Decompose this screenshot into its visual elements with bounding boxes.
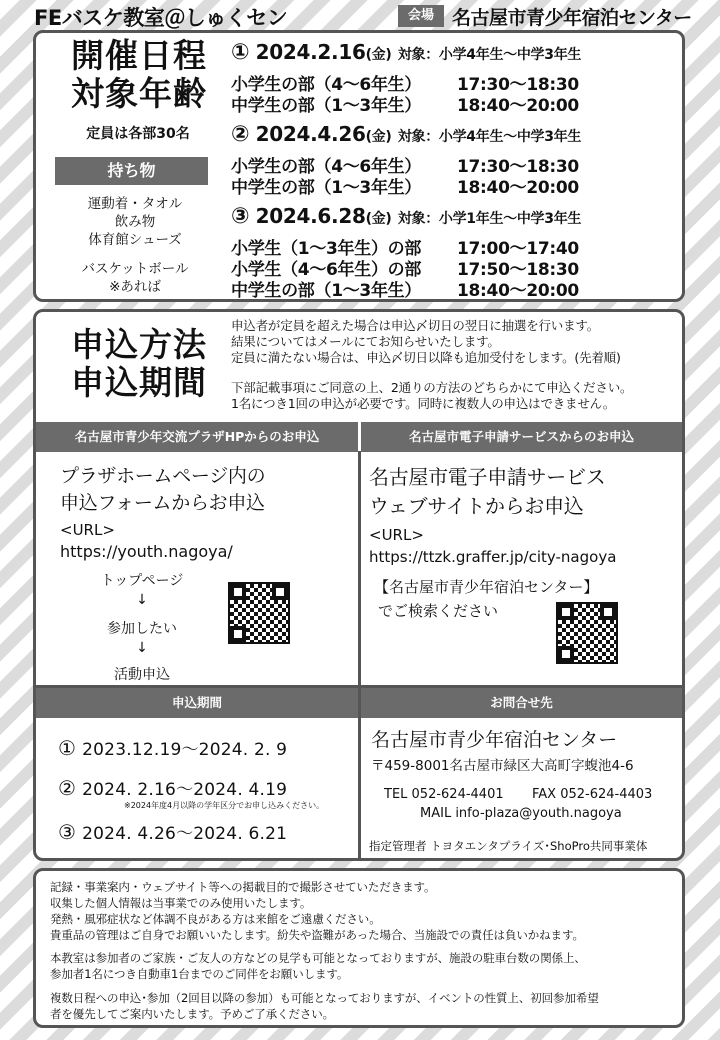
footnote: 記録・事業案内・ウェブサイト等への掲載目的で撮影させていただきます。: [50, 880, 436, 894]
session-number: ①: [231, 40, 250, 65]
session-date: 2024.2.16: [255, 40, 366, 64]
e-service-search-line1: 【名古屋市青少年宿泊センター】: [374, 578, 599, 596]
session-row: 中学生の部（1～3年生） 18:40～20:00: [231, 178, 579, 198]
period-item: ② 2024. 2.16～2024. 4.19: [58, 776, 288, 800]
footnote: 参加者1名につき自動車1台までのご同伴をお願いします。: [50, 967, 349, 981]
application-note: 定員に満たない場合は、申込〆切日以降も追加受付をします。(先着順): [231, 350, 621, 365]
session-weekday: (金): [365, 129, 392, 145]
notes-card: [33, 868, 685, 1028]
application-card: [33, 309, 685, 861]
contact-mail[interactable]: MAIL info-plaza@youth.nagoya: [420, 806, 622, 821]
e-service-search-line2: でご検索ください: [378, 602, 499, 620]
contact-address: 〒459-8001名古屋市緑区大高町字蝮池4-6: [371, 758, 634, 774]
items-label: 持ち物: [55, 157, 208, 185]
schedule-heading-line1: 開催日程: [71, 36, 207, 75]
session-date: 2024.6.28: [255, 204, 366, 228]
application-heading: [54, 326, 224, 402]
session-2-title: [231, 122, 581, 147]
application-note: 1名につき1回の申込が必要です。同時に複数人の申込はできません。: [231, 396, 616, 411]
arrow-down-icon: ↓: [136, 592, 148, 608]
session-3-title: [231, 204, 581, 229]
contact-name: 名古屋市青少年宿泊センター: [371, 729, 618, 751]
item: ※あれば: [109, 279, 161, 295]
venue-label: 会場: [398, 5, 444, 27]
e-service-qr-code-icon[interactable]: [556, 602, 618, 664]
period-item: ① 2023.12.19～2024. 2. 9: [58, 736, 288, 760]
contact-manager: 指定管理者 トヨタエンタプライズ･ShoPro共同事業体: [369, 839, 648, 853]
e-service-url-link[interactable]: https://ttzk.graffer.jp/city-nagoya: [369, 548, 617, 566]
contact-section-bar: お問合せ先: [361, 688, 682, 718]
capacity-note: 定員は各部30名: [86, 126, 190, 142]
application-heading-line2: 申込期間: [71, 363, 207, 402]
period-section-bar: 申込期間: [36, 688, 358, 718]
session-row: 中学生の部（1～3年生） 18:40～20:00: [231, 281, 579, 301]
flow-step: トップページ: [100, 573, 184, 589]
plaza-url-label: <URL>: [60, 521, 115, 539]
flow-step: 活動申込: [114, 667, 170, 683]
item: 運動着・タオル: [87, 196, 183, 212]
schedule-card: [33, 30, 685, 302]
session-date: 2024.4.26: [255, 122, 366, 146]
e-service-section-bar: 名古屋市電子申請サービスからのお申込: [361, 422, 682, 452]
session-weekday: (金): [365, 47, 392, 63]
flow-step: 参加したい: [107, 621, 177, 637]
item: バスケットボール: [81, 261, 189, 277]
session-weekday: (金): [365, 211, 392, 227]
application-heading-line1: 申込方法: [71, 325, 207, 364]
footnote: 収集した個人情報は当事業でのみ使用いたします。: [50, 896, 312, 910]
e-service-url-label: <URL>: [369, 526, 424, 544]
footnote: 複数日程への申込･参加（2回目以降の参加）も可能となっておりますが、イベントの性質上、初回参加希望: [50, 991, 599, 1005]
item: 体育館シューズ: [88, 232, 182, 248]
session-1-title: [231, 40, 581, 65]
session-target: 対象：小学4年生～中学3年生: [397, 129, 582, 145]
application-note: 下部記載事項にご同意の上、2通りの方法のどちらかにて申込ください。: [231, 380, 633, 395]
schedule-heading-line2: 対象年齢: [71, 74, 207, 113]
plaza-url-link[interactable]: https://youth.nagoya/: [60, 542, 233, 561]
footnote: 者を優先してご案内いたします。予めご了承ください。: [50, 1007, 335, 1021]
schedule-heading: [54, 37, 224, 113]
contact-tel: TEL 052-624-4401: [384, 787, 504, 802]
period-item: ③ 2024. 4.26～2024. 6.21: [58, 820, 288, 844]
plaza-line2: 申込フォームからお申込: [60, 492, 265, 514]
session-row: 中学生の部（1～3年生） 18:40～20:00: [231, 96, 579, 116]
arrow-down-icon: ↓: [136, 640, 148, 656]
e-service-line1: 名古屋市電子申請サービス: [369, 465, 606, 489]
plaza-qr-code-icon[interactable]: [228, 582, 290, 644]
session-row: 小学生（1～3年生）の部 17:00～17:40: [231, 239, 579, 259]
footnote: 発熱・風邪症状など体調不良がある方は来館をご遠慮ください。: [50, 912, 381, 926]
plaza-line1: プラザホームページ内の: [60, 465, 266, 487]
session-target: 対象：小学1年生～中学3年生: [397, 211, 582, 227]
divider: [358, 451, 361, 858]
page-title: FEバスケ教室＠しゅくセン: [34, 6, 288, 30]
plaza-section-bar: 名古屋市青少年交流プラザHPからのお申込: [36, 422, 358, 452]
footnote: 本教室は参加者のご家族・ご友人の方などの見学も可能となっておりますが、施設の駐車台数の関係上、: [50, 951, 586, 965]
session-row: 小学生（4～6年生）の部 17:50～18:30: [231, 260, 579, 280]
application-note: 申込者が定員を超えた場合は申込〆切日の翌日に抽選を行います。: [231, 318, 600, 333]
session-number: ②: [231, 122, 250, 147]
session-target: 対象：小学4年生～中学3年生: [397, 47, 582, 63]
session-row: 小学生の部（4～6年生） 17:30～18:30: [231, 75, 579, 95]
e-service-line2: ウェブサイトからお申込: [369, 494, 584, 518]
application-note: 結果についてはメールにてお知らせいたします。: [231, 334, 500, 349]
venue-name: 名古屋市青少年宿泊センター: [452, 7, 692, 29]
session-row: 小学生の部（4～6年生） 17:30～18:30: [231, 157, 579, 177]
session-number: ③: [231, 204, 250, 229]
footnote: 貴重品の管理はご自身でお願いいたします。紛失や盗難があった場合、当施設での責任は負いかねます。: [50, 928, 584, 942]
contact-fax: FAX 052-624-4403: [532, 787, 653, 802]
item: 飲み物: [114, 214, 156, 230]
period-note: ※2024年度4月以降の学年区分でお申し込みください。: [124, 801, 325, 810]
